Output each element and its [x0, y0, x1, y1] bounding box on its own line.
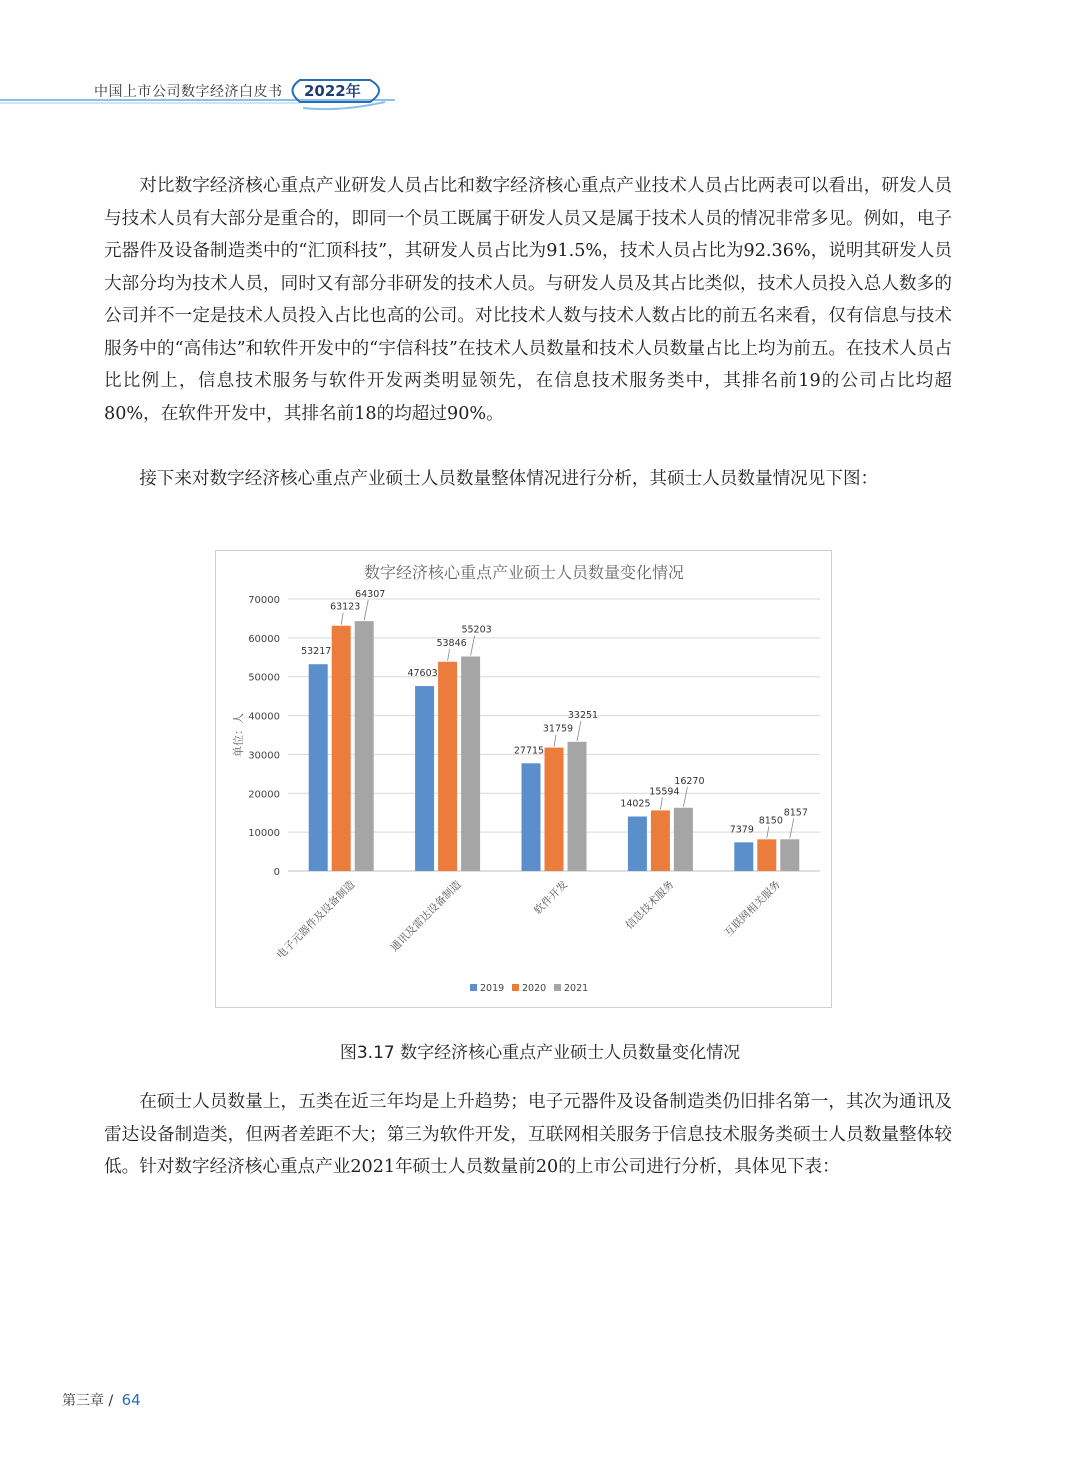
x-category-label: 通讯及雷达设备制造	[388, 878, 464, 954]
data-label-leader	[790, 818, 794, 838]
legend-label: 2020	[522, 983, 547, 994]
data-label-leader	[683, 787, 687, 807]
legend-swatch	[512, 984, 519, 991]
book-title: 中国上市公司数字经济白皮书	[94, 84, 283, 100]
book-year: 2022年	[304, 82, 361, 100]
data-label-leader	[554, 735, 556, 747]
figure-caption: 图3.17 数字经济核心重点产业硕士人员数量变化情况	[339, 1043, 741, 1063]
bar-2020	[651, 810, 670, 871]
data-label: 8150	[758, 815, 783, 827]
bar-2020	[332, 626, 351, 871]
chapter-label: 第三章 /	[62, 1393, 114, 1409]
data-label: 55203	[461, 624, 492, 636]
bar-2019	[309, 664, 328, 871]
x-category-label: 信息技术服务	[623, 878, 677, 932]
data-label-leader	[341, 613, 343, 625]
y-axis-label: 单位：人	[232, 713, 245, 757]
legend-swatch	[554, 984, 561, 991]
bar-2020	[545, 748, 564, 871]
chart-container	[215, 550, 832, 1008]
bar-2020	[757, 839, 776, 871]
y-tick-label: 30000	[248, 750, 280, 762]
x-category-label: 互联网相关服务	[722, 878, 783, 940]
y-tick-label: 20000	[248, 789, 280, 801]
y-tick-label: 0	[273, 867, 280, 878]
data-label: 8157	[783, 807, 808, 819]
x-category-label: 软件开发	[531, 878, 571, 917]
paragraph-3: 在硕士人员数量上，五类在近三年均是上升趋势；电子元器件及设备制造类仍旧排名第一，其次为通讯及雷达设备制造类，但两者差距不大；第三为软件开发，互联网相关服务于信息技术服务类硕士人员数量整体较低。针对数字经济核心重点产业2021年硕士人员数量前20的上市公司进行分析，具体见下表：	[104, 1092, 952, 1177]
bar-chart	[216, 551, 831, 1007]
y-tick-label: 40000	[248, 711, 280, 723]
data-label: 16270	[674, 775, 705, 787]
x-category-label: 电子元器件及设备制造	[274, 878, 358, 962]
paragraph-2: 接下来对数字经济核心重点产业硕士人员数量整体情况进行分析，其硕士人员数量情况见下图：	[139, 469, 879, 489]
y-tick-label: 50000	[248, 672, 280, 684]
data-label-leader	[364, 600, 368, 620]
bar-2021	[568, 742, 587, 871]
legend-label: 2021	[564, 983, 589, 994]
data-label: 15594	[649, 786, 680, 798]
bar-2019	[522, 763, 541, 871]
bar-2020	[438, 662, 457, 871]
data-label: 63123	[330, 601, 361, 613]
data-label: 7379	[729, 824, 754, 836]
data-label: 47603	[407, 668, 438, 680]
page-footer	[62, 1390, 141, 1410]
paragraph-1: 对比数字经济核心重点产业研发人员占比和数字经济核心重点产业技术人员占比两表可以看出，研发人员与技术人员有大部分是重合的，即同一个员工既属于研发人员又是属于技术人员的情况非常多见。例如，电子元器件及设备制造类中的“汇顶科技”，其研发人员占比为91.5%，技术人员占比为92.36%，说明其研发人员大部分均为技术人员，同时又有部分非研发的技术人员。与研发人员及其占比类似，技术人员投入总人数多的公司并不一定是技术人员投入占比也高的公司。对比技术人数与技术人数占比的前五名来看，仅有信息与技术服务中的“高伟达”和软件开发中的“宇信科技”在技术人员数量和技术人员数量占比上均为前五。在技术人员占比比例上，信息技术服务与软件开发两类明显领先，在信息技术服务类中，其排名前19的公司占比均超80%，在软件开发中，其排名前18的均超过90%。	[104, 176, 952, 424]
bar-2019	[415, 686, 434, 871]
bar-2019	[628, 817, 647, 871]
data-label: 53217	[301, 646, 332, 658]
bar-2021	[355, 621, 374, 871]
y-tick-label: 10000	[248, 828, 280, 840]
data-label-leader	[448, 649, 450, 661]
bar-2021	[674, 808, 693, 871]
y-tick-label: 60000	[248, 633, 280, 645]
chart-title: 数字经济核心重点产业硕士人员数量变化情况	[363, 563, 685, 582]
data-label: 53846	[436, 637, 467, 649]
legend-swatch	[470, 984, 477, 991]
bar-2021	[780, 839, 799, 871]
page-number: 64	[121, 1391, 141, 1409]
bar-2021	[461, 656, 480, 871]
data-label-leader	[471, 635, 475, 655]
y-tick-label: 70000	[248, 595, 280, 606]
data-label-leader	[660, 797, 662, 809]
data-label-leader	[577, 721, 581, 741]
data-label: 31759	[542, 723, 574, 735]
bar-2019	[734, 842, 753, 871]
data-label: 64307	[355, 589, 386, 601]
legend-label: 2019	[480, 983, 505, 994]
data-label: 27715	[513, 745, 545, 757]
data-label: 33251	[567, 709, 599, 721]
data-label: 14025	[620, 798, 651, 810]
